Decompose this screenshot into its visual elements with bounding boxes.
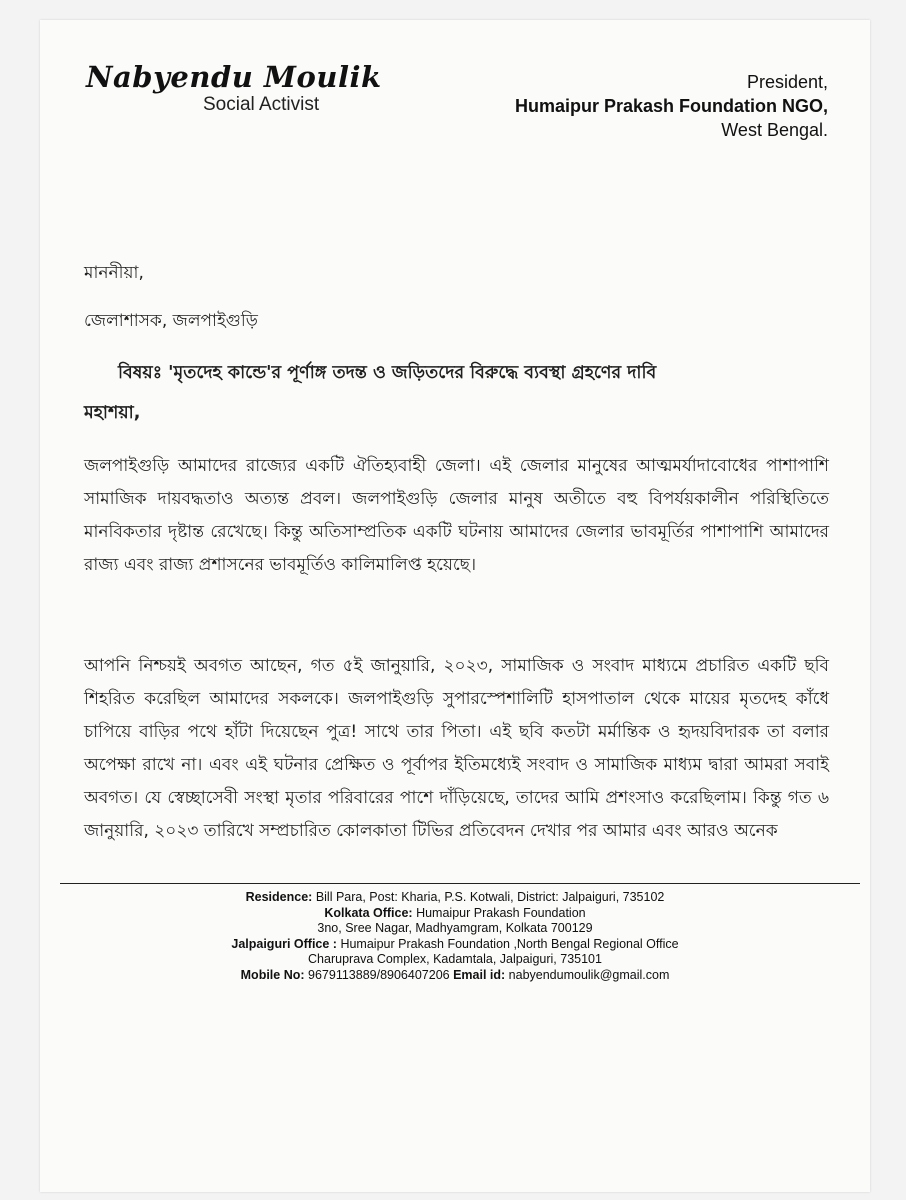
letter-page bbox=[40, 20, 870, 1192]
paragraph-1: জলপাইগুড়ি আমাদের রাজ্যের একটি ঐতিহ্যবাহী জেলা। এই জেলার মানুষের আত্মমর্যাদাবোধের পাশাপাশি সামাজিক দায়বদ্ধতাও অত্যন্ত প্রবল। জলপাইগুড়ি জেলার মানুষ অতীতে বহু বিপর্যয়কালীন পরিস্থিতিতে মানবিকতার দৃষ্টান্ত রেখেছে। কিন্তু অতিসাম্প্রতিক একটি ঘটনায় আমাদের জেলার ভাবমূর্তির পাশাপাশি আমাদের রাজ্য এবং রাজ্য প্রশাসনের ভাবমূর্তিও কালিমালিপ্ত হয়েছে। bbox=[84, 456, 829, 575]
jalpaiguri-label: Jalpaiguri Office : bbox=[231, 936, 337, 951]
footer-contact bbox=[40, 968, 870, 984]
footer-kolkata-office bbox=[40, 906, 870, 922]
letter-footer bbox=[40, 890, 870, 983]
residence-label: Residence: bbox=[245, 890, 313, 904]
mobile-label: Mobile No: bbox=[240, 967, 305, 982]
designation-title: President, bbox=[746, 72, 828, 92]
sender-role: Social Activist bbox=[203, 94, 320, 115]
letterhead-designation bbox=[515, 70, 828, 142]
addressee: জেলাশাসক, জলপাইগুড়ি bbox=[84, 311, 258, 331]
salutation: মাননীয়া, bbox=[84, 263, 144, 283]
greeting: মহাশয়া, bbox=[84, 403, 141, 423]
subject-line: বিষয়ঃ 'মৃতদেহ কান্ডে'র পূর্ণাঙ্গ তদন্ত ও জড়িতদের বিরুদ্ধে ব্যবস্থা গ্রহণের দাবি bbox=[118, 363, 657, 383]
footer-residence bbox=[40, 890, 870, 906]
paragraph-2: আপনি নিশ্চয়ই অবগত আছেন, গত ৫ই জানুয়ারি, ২০২৩, সামাজিক ও সংবাদ মাধ্যমে প্রচারিত একটি ছবি শিহরিত করেছিল আমাদের সকলকে। জলপাইগুড়ি সুপারস্পেশালিটি হাসপাতাল থেকে মায়ের মৃতদেহ কাঁধে চাপিয়ে বাড়ির পথে হাঁটা দিয়েছেন পুত্র! সাথে তার পিতা। এই ছবি কতটা মর্মান্তিক ও হৃদয়বিদারক তা বলার অপেক্ষা রাখে না। এবং এই ঘটনার প্রেক্ষিত ও পূর্বাপর ইতিমধ্যেই সংবাদ ও সামাজিক মাধ্যম দ্বারা আমরা সবাই অবগত। যে স্বেচ্ছাসেবী সংস্থা মৃতার পরিবারের পাশে দাঁড়িয়েছে, তাদের আমি প্রশংসাও করেছিলাম। কিন্তু গত ৬ জানুয়ারি, ২০২৩ তারিখে সম্প্রচারিত কোলকাতা টিভির প্রতিবেদন দেখার পর আমার এবং আরও অনেক bbox=[84, 656, 829, 841]
footer-jalpaiguri-office bbox=[40, 937, 870, 953]
kolkata-value: Humaipur Prakash Foundation bbox=[416, 905, 586, 920]
email-value: nabyendumoulik@gmail.com bbox=[508, 967, 670, 982]
email-label: Email id: bbox=[453, 967, 506, 982]
designation-state: West Bengal. bbox=[721, 120, 828, 140]
letterhead-sender bbox=[86, 60, 382, 116]
jalpaiguri-address: Charuprava Complex, Kadamtala, Jalpaiguri, 735101 bbox=[308, 952, 602, 966]
jalpaiguri-value: Humaipur Prakash Foundation ,North Bengal Regional Office bbox=[340, 936, 679, 951]
kolkata-address: 3no, Sree Nagar, Madhyamgram, Kolkata 700129 bbox=[317, 921, 593, 935]
sender-name: Nabyendu Moulik bbox=[86, 60, 382, 94]
kolkata-label: Kolkata Office: bbox=[324, 905, 413, 920]
footer-divider bbox=[60, 883, 860, 884]
residence-value: Bill Para, Post: Kharia, P.S. Kotwali, District: Jalpaiguri, 735102 bbox=[315, 890, 665, 904]
designation-organization: Humaipur Prakash Foundation NGO, bbox=[514, 96, 828, 116]
mobile-value: 9679113889/8906407206 bbox=[308, 967, 450, 982]
